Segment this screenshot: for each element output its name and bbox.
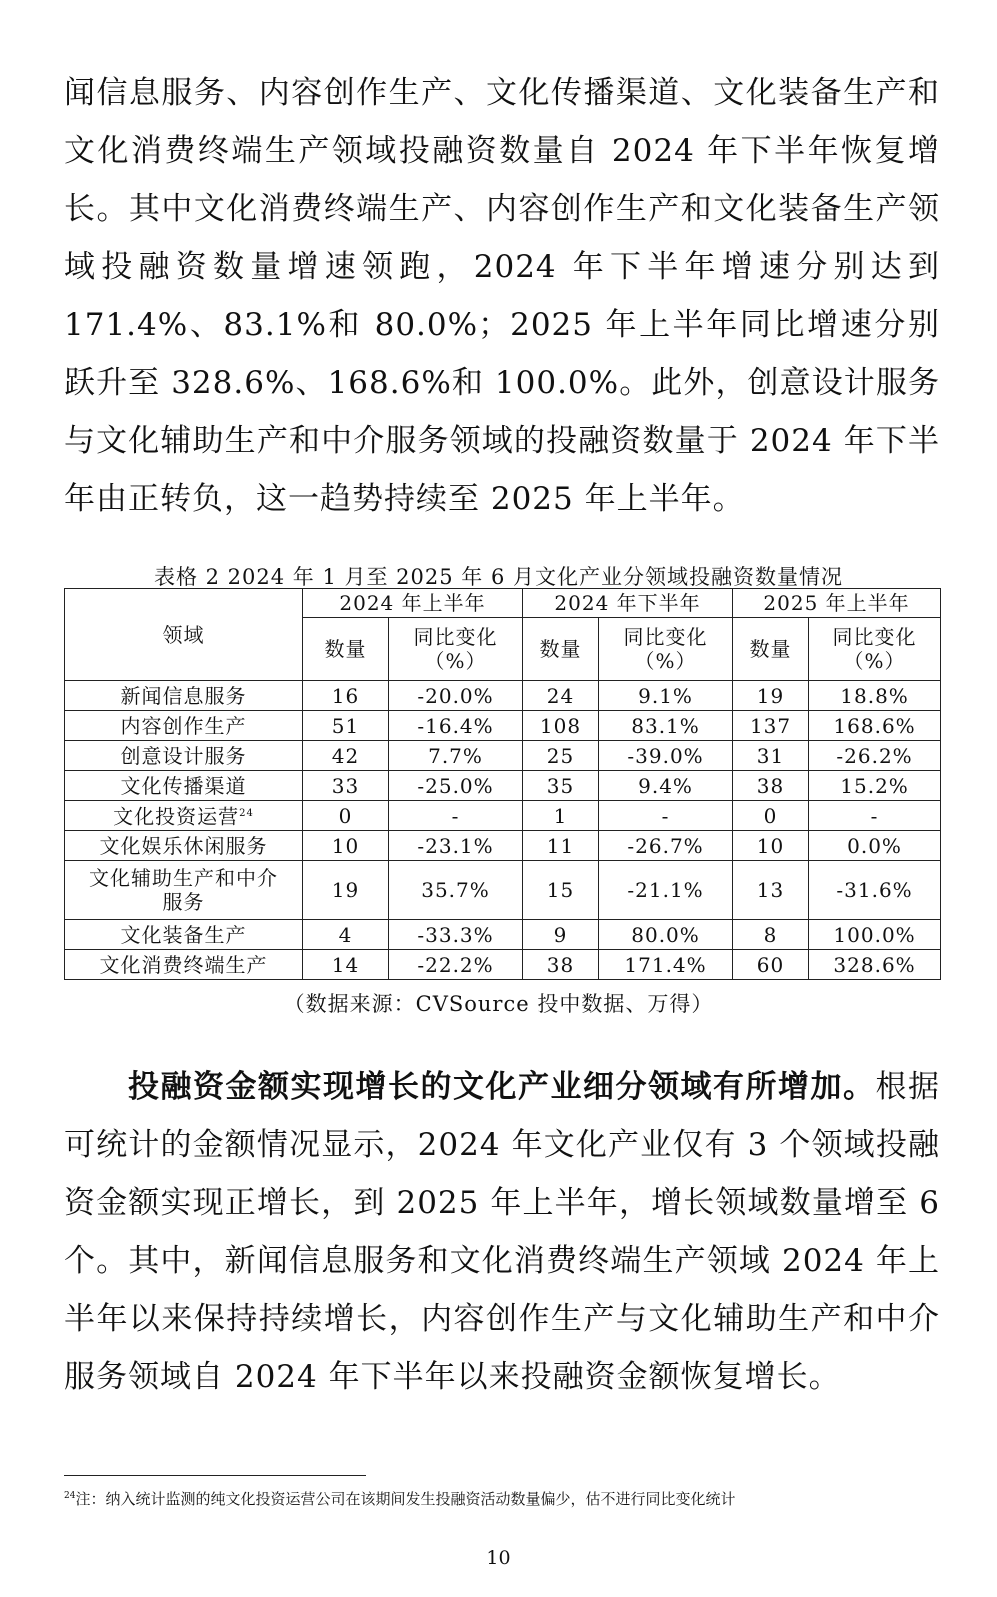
field-label: 创意设计服务: [120, 743, 247, 768]
change-cell: -26.7%: [599, 831, 733, 861]
change-cell: -22.2%: [389, 950, 523, 980]
count-header: 数量: [523, 618, 599, 681]
change-cell: 171.4%: [599, 950, 733, 980]
count-cell: 35: [523, 771, 599, 801]
field-cell: [65, 771, 303, 801]
count-cell: 24: [523, 681, 599, 711]
table-source: （数据来源：CVSource 投中数据、万得）: [283, 992, 714, 1016]
field-label: 文化辅助生产和中介服务: [89, 866, 278, 914]
count-cell: 38: [733, 771, 809, 801]
change-cell: 0.0%: [809, 831, 941, 861]
field-cell: [65, 831, 303, 861]
field-label: 文化消费终端生产: [99, 952, 268, 977]
change-cell: -21.1%: [599, 861, 733, 920]
footnote-marker: 24: [64, 1491, 76, 1501]
field-cell: [65, 711, 303, 741]
table-row: [65, 771, 941, 801]
table-row: [65, 741, 941, 771]
body-paragraph-1: 闻信息服务、内容创作生产、文化传播渠道、文化装备生产和文化消费终端生产领域投融资数量自 2024 年下半年恢复增长。其中文化消费终端生产、内容创作生产和文化装备生产领域投融资数量增速领跑，2024 年下半年增速分别达到 171.4%、83.1%和 80.0%；2025 年上半年同比增速分别跃升至 328.6%、168.6%和 100.0%。此外，创意设计服务与文化辅助生产和中介服务领域的投融资数量于 2024 年下半年由正转负，这一趋势持续至 2025 年上半年。: [64, 75, 940, 517]
table-body: [65, 681, 941, 980]
change-cell: 7.7%: [389, 741, 523, 771]
field-label: 文化传播渠道: [120, 773, 247, 798]
change-cell: 328.6%: [809, 950, 941, 980]
table-row: [65, 801, 941, 831]
count-cell: 8: [733, 920, 809, 950]
table-row: [65, 681, 941, 711]
field-cell: [65, 950, 303, 980]
field-label: 新闻信息服务: [120, 683, 247, 708]
count-cell: 38: [523, 950, 599, 980]
change-header: 同比变化（%）: [809, 618, 941, 681]
count-cell: 4: [303, 920, 389, 950]
footnote-text: 注：纳入统计监测的纯文化投资运营公司在该期间发生投融资活动数量偏少，估不进行同比变化统计: [75, 1490, 736, 1508]
field-cell: [65, 681, 303, 711]
table-caption: 表格 2 2024 年 1 月至 2025 年 6 月文化产业分领域投融资数量情况: [153, 565, 844, 589]
change-cell: 9.4%: [599, 771, 733, 801]
footnote-divider: [64, 1475, 366, 1476]
period-header: 2024 年上半年: [303, 589, 523, 618]
field-cell: [65, 920, 303, 950]
change-cell: 15.2%: [809, 771, 941, 801]
page-number: 10: [486, 1547, 511, 1569]
change-cell: -: [599, 801, 733, 831]
count-cell: 14: [303, 950, 389, 980]
change-cell: -33.3%: [389, 920, 523, 950]
change-cell: 100.0%: [809, 920, 941, 950]
field-label: 文化装备生产: [120, 922, 247, 947]
change-cell: -39.0%: [599, 741, 733, 771]
count-cell: 137: [733, 711, 809, 741]
field-header: 领域: [65, 589, 303, 681]
change-cell: -23.1%: [389, 831, 523, 861]
count-cell: 19: [733, 681, 809, 711]
count-cell: 0: [303, 801, 389, 831]
count-cell: 11: [523, 831, 599, 861]
change-cell: -26.2%: [809, 741, 941, 771]
field-cell: [65, 801, 303, 831]
table-row: [65, 950, 941, 980]
change-cell: -31.6%: [809, 861, 941, 920]
change-cell: -16.4%: [389, 711, 523, 741]
table-row: [65, 861, 941, 920]
change-cell: 9.1%: [599, 681, 733, 711]
footnote-ref: 24: [239, 808, 254, 820]
count-cell: 13: [733, 861, 809, 920]
count-cell: 19: [303, 861, 389, 920]
count-cell: 0: [733, 801, 809, 831]
field-label: 文化投资运营: [113, 804, 240, 829]
period-header: 2025 年上半年: [733, 589, 941, 618]
count-header: 数量: [733, 618, 809, 681]
change-cell: 83.1%: [599, 711, 733, 741]
change-header: 同比变化（%）: [389, 618, 523, 681]
count-cell: 1: [523, 801, 599, 831]
count-cell: 15: [523, 861, 599, 920]
change-cell: 35.7%: [389, 861, 523, 920]
change-cell: 80.0%: [599, 920, 733, 950]
field-cell: [65, 741, 303, 771]
count-cell: 10: [733, 831, 809, 861]
paragraph-body: 根据可统计的金额情况显示，2024 年文化产业仅有 3 个领域投融资金额实现正增长，到 2025 年上半年，增长领域数量增至 6 个。其中，新闻信息服务和文化消费终端生产领域 2024 年上半年以来保持持续增长，内容创作生产与文化辅助生产和中介服务领域自 2024 年下半年以来投融资金额恢复增长。: [64, 1069, 940, 1395]
table-row: [65, 711, 941, 741]
count-cell: 51: [303, 711, 389, 741]
change-cell: -25.0%: [389, 771, 523, 801]
count-cell: 25: [523, 741, 599, 771]
field-cell: [65, 861, 303, 920]
count-cell: 31: [733, 741, 809, 771]
change-cell: 18.8%: [809, 681, 941, 711]
change-cell: -20.0%: [389, 681, 523, 711]
paragraph-lead: 投融资金额实现增长的文化产业细分领域有所增加。: [128, 1069, 876, 1105]
count-cell: 42: [303, 741, 389, 771]
count-cell: 108: [523, 711, 599, 741]
change-cell: -: [809, 801, 941, 831]
change-cell: 168.6%: [809, 711, 941, 741]
count-cell: 16: [303, 681, 389, 711]
count-cell: 60: [733, 950, 809, 980]
change-header: 同比变化（%）: [599, 618, 733, 681]
body-paragraph-2: [64, 1058, 940, 1406]
footnote: [64, 1488, 940, 1509]
investment-count-table: [64, 588, 941, 980]
table-row: [65, 831, 941, 861]
field-label: 文化娱乐休闲服务: [99, 833, 268, 858]
table-row: [65, 920, 941, 950]
count-cell: 10: [303, 831, 389, 861]
field-label: 内容创作生产: [120, 713, 247, 738]
count-cell: 33: [303, 771, 389, 801]
period-header: 2024 年下半年: [523, 589, 733, 618]
count-header: 数量: [303, 618, 389, 681]
change-cell: -: [389, 801, 523, 831]
count-cell: 9: [523, 920, 599, 950]
